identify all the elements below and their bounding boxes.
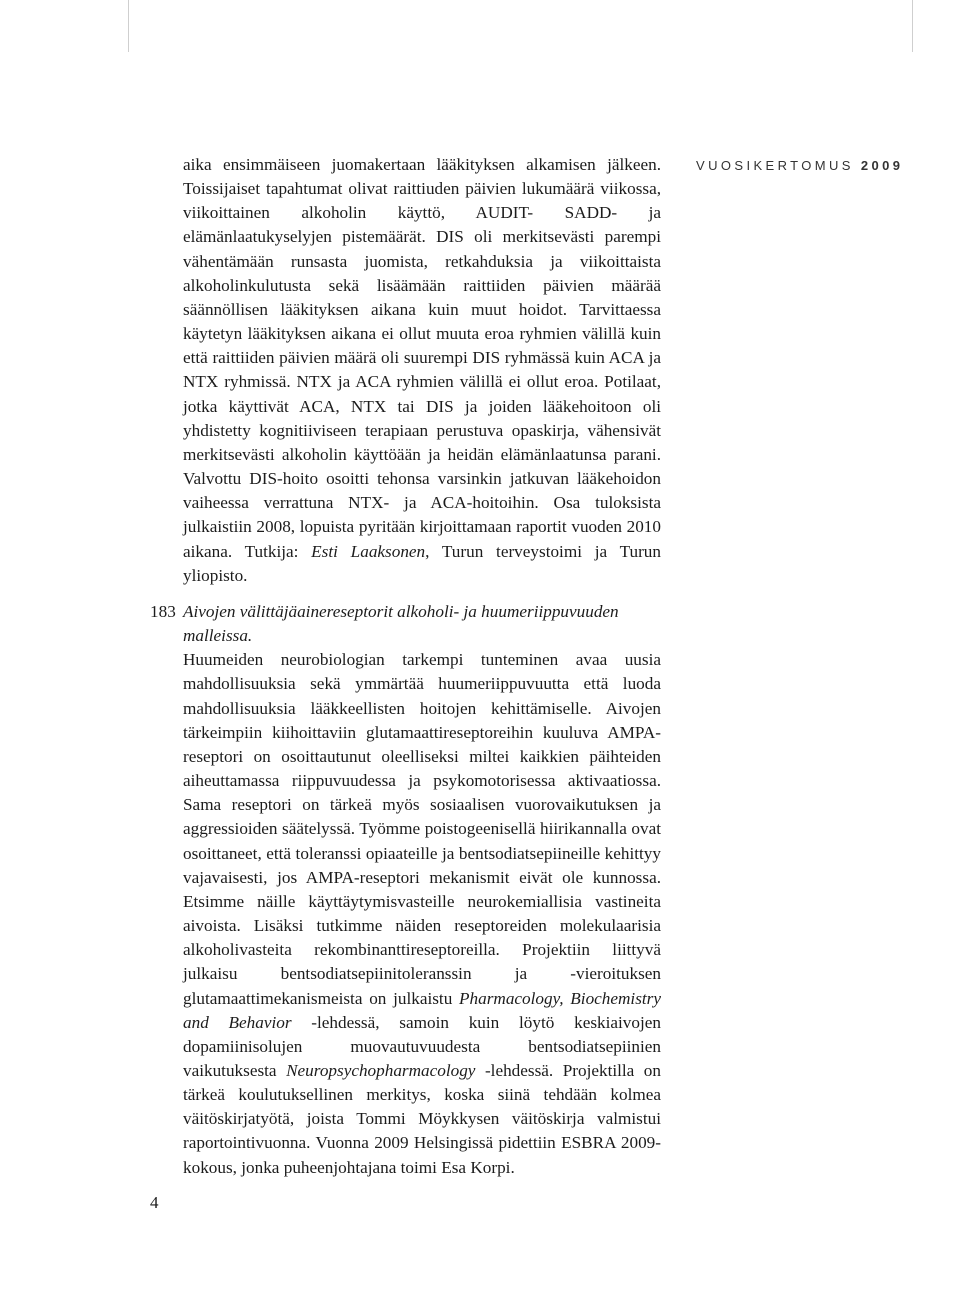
running-header	[696, 158, 903, 173]
entry-number: 183	[150, 602, 176, 621]
entry-body-part-2: -lehdessä, samoin kuin löytö keskiaivojen dopamiinisolujen muovautuvuudesta bentsodiatsepiinien vaikutuksesta	[183, 1012, 661, 1080]
journal-name-1: Pharmacology, Biochemistry and Behavior	[183, 988, 661, 1032]
project-entry	[150, 600, 661, 1180]
running-header-label: VUOSIKERTOMUS	[696, 158, 854, 173]
continuation-paragraph	[183, 153, 661, 588]
entry-body	[183, 648, 661, 1179]
continuation-text-a: aika ensimmäiseen juomakertaan lääkityksen alkamisen jälkeen. Toissijaiset tapahtumat olivat raittiuden päivien lukumäärä viikossa, viikoittainen alkoholin käyttö, AUDIT- SADD- ja elämänlaatukyselyjen pistemäärät. DIS oli merkitsevästi parempi vähentämään runsasta juomista, retkahduksia ja viikoittaista alkoholinkulutusta sekä lisäämään raittiiden päivien määrää säännöllisen lääkityksen aikana kuin muut hoidot. Tarvittaessa käytetyn lääkityksen aikana ei ollut muuta eroa ryhmien välillä kuin että raittiiden päivien määrä oli suurempi DIS ryhmässä kuin ACA ja NTX ryhmissä. NTX ja ACA ryhmien välillä ei ollut eroa. Potilaat, jotka käyttivät ACA, NTX tai DIS ja joiden lääkehoitoon oli yhdistetty kognitiiviseen terapiaan perustuva opaskirja, vähensivät merkitsevästi alkoholin käyttöään ja heidän elämänlaatunsa parani. Valvottu DIS-hoito osoitti tehonsa varsinkin jatkuvan lääkehoidon vaiheessa verrattuna NTX- ja ACA-hoitoihin. Osa tuloksista julkaistiin 2008, lopuista pyritään kirjoittamaan raportit vuoden 2010 aikana. Tutkija:	[183, 155, 661, 561]
entry-title: Aivojen välittäjäainereseptorit alkoholi- ja huumeriippuvuuden malleissa.	[183, 602, 619, 646]
running-header-year: 2009	[860, 158, 904, 173]
crop-mark-top-right	[912, 0, 913, 52]
continuation-text	[183, 153, 661, 588]
journal-name-2: Neuropsychopharmacology	[286, 1060, 476, 1080]
crop-mark-top-left	[128, 0, 129, 52]
entry-body-part-1: Huumeiden neurobiologian tarkempi tunteminen avaa uusia mahdollisuuksia sekä ymmärtää huumeriippuvuutta että luoda mahdollisuuksia lääkkeellisten hoitojen kehittämiselle. Aivojen tärkeimpiin kiihoittaviin glutamaattireseptoreihin kuuluva AMPA-reseptori on osoittautunut oleelliseksi miltei kaikkien päihteiden aiheuttamassa riippuvuudessa ja psykomotorisessa aktivaatiossa. Sama reseptori on tärkeä myös sosiaalisen vuorovaikutuksen ja aggressioiden säätelyssä. Työmme poistogeenisellä hiirikannalla ovat osoittaneet, että toleranssi opiaateille ja bentsodiatsepiineille kehittyy vajavaisesti, jos AMPA-reseptori mekanismit eivät ole kunnossa. Etsimme näille käyttäytymisvasteille neurokemiallisia vastineita aivoista. Lisäksi tutkimme näiden reseptoreiden molekulaarisia alkoholivasteita rekombinanttireseptoreilla. Projektiin liittyvä julkaisu bentsodiatsepiinitoleranssin ja -vieroituksen glutamaattimekanismeista on julkaistu	[183, 650, 661, 1008]
page-number: 4	[150, 1193, 159, 1212]
continuation-text-b: , Turun terveystoimi ja Turun yliopisto.	[183, 541, 661, 585]
entry-body-part-3: -lehdessä. Projektilla on tärkeä koulutuksellinen merkitys, koska siinä tehdään kolmea väitöskirjatyötä, joista Tommi Möykkysen väitöskirja valmistui raportointivuonna. Vuonna 2009 Helsingissä pidettiin ESBRA 2009-kokous, jonka puheenjohtajana toimi Esa Korpi.	[183, 1060, 661, 1177]
researcher-name: Esti Laaksonen	[311, 541, 426, 561]
